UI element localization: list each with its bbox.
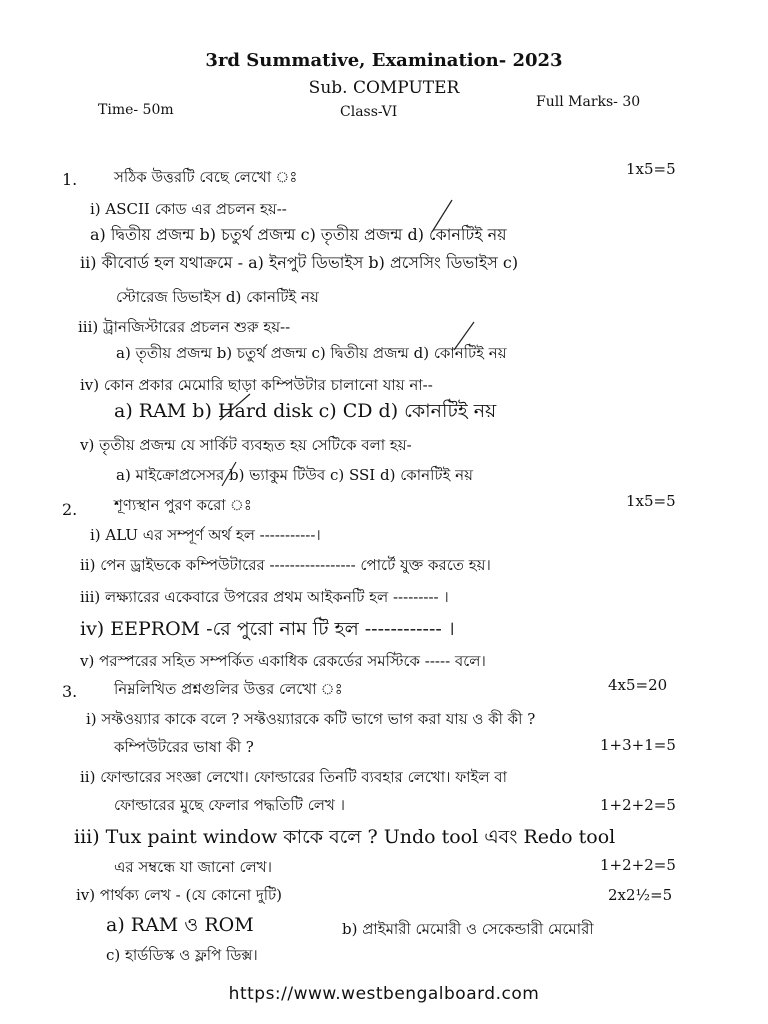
q3-iii-line1: iii) Tux paint window কাকে বলে ? Undo tool এবং Redo tool [74, 826, 616, 848]
q2-number: 2. [62, 500, 78, 519]
q2-marks: 1x5=5 [626, 492, 676, 510]
q3-iv-option-a: a) RAM ও ROM [106, 914, 254, 936]
q1-iii-options: a) তৃতীয় প্রজন্ম b) চতুর্থ প্রজন্ম c) দ্বিতীয় প্রজন্ম d) কোনটিই নয় [116, 344, 507, 362]
q3-i-line2: কম্পিউটরের ভাষা কী ? [114, 738, 254, 756]
q1-ii-question: ii) কীবোর্ড হল যথাক্রমে - a) ইনপুট ডিভাইস b) প্রসেসিং ডিভাইস c) [80, 253, 519, 272]
q2-iv: iv) EEPROM -রে পুরো নাম টি হল ------------ । [80, 618, 455, 640]
exam-time: Time- 50m [98, 102, 174, 118]
q3-iii-marks: 1+2+2=5 [600, 856, 676, 874]
q3-iii-line2: এর সম্বন্ধে যা জানো লেখ। [114, 858, 272, 876]
tick-mark-4 [222, 462, 236, 486]
q3-number: 3. [62, 682, 78, 701]
q2-ii: ii) পেন ড্রাইভকে কম্পিউটারের ----------------- পোর্টে যুক্ত করতে হয়। [80, 556, 491, 574]
q1-iv-options: a) RAM b) Hard disk c) CD d) কোনটিই নয় [114, 400, 497, 422]
tick-mark-3 [220, 394, 250, 420]
q2-v: v) পরস্পরের সহিত সম্পর্কিত একাধিক রেকর্ডের সমস্টিকে ----- বলে। [80, 652, 486, 670]
q3-i-line1: i) সফ্টওয়্যার কাকে বলে ? সফ্টওয়্যারকে কটি ভাগে ভাগ করা যায় ও কী কী ? [86, 710, 536, 728]
q3-ii-marks: 1+2+2=5 [600, 796, 676, 814]
q1-i-question: i) ASCII কোড এর প্রচলন হয়-- [90, 200, 287, 218]
q3-ii-line1: ii) ফোল্ডারের সংজ্ঞা লেখো। ফোল্ডারের তিনটি ব্যবহার লেখো। ফাইল বা [80, 768, 507, 786]
q3-instruction: নিম্নলিখিত প্রশ্নগুলির উত্তর লেখো ঃ [114, 680, 343, 698]
q1-i-options: a) দ্বিতীয় প্রজন্ম b) চতুর্থ প্রজন্ম c) তৃতীয় প্রজন্ম d) কোনটিই নয় [90, 225, 507, 244]
tick-mark-2 [454, 322, 474, 350]
q1-v-question: v) তৃতীয় প্রজন্ম যে সার্কিট ব্যবহৃত হয় সেটিকে বলা হয়- [80, 436, 412, 454]
q1-iii-question: iii) ট্রানজিস্টারের প্রচলন শুরু হয়-- [78, 318, 291, 336]
q3-iv-marks: 2x2½=5 [608, 886, 673, 904]
tick-mark-1 [432, 200, 452, 232]
q3-marks: 4x5=20 [608, 676, 668, 694]
exam-class: Class-VI [340, 104, 398, 120]
q3-iv-option-b: b) প্রাইমারী মেমোরী ও সেকেন্ডারী মেমোরী [342, 920, 594, 938]
q1-instruction: সঠিক উত্তরটি বেছে লেখো ঃ [114, 168, 298, 186]
q2-instruction: শূণ্যস্থান পুরণ করো ঃ [114, 496, 252, 514]
q1-ii-options: স্টোরেজ ডিভাইস d) কোনটিই নয় [116, 288, 319, 306]
q3-iv-line1: iv) পার্থক্য লেখ - (যে কোনো দুটি) [76, 886, 283, 904]
q1-marks: 1x5=5 [626, 160, 676, 178]
q3-iv-option-c: c) হার্ডডিস্ক ও ফ্লপি ডিক্স। [106, 946, 258, 964]
exam-full-marks: Full Marks- 30 [536, 94, 641, 110]
q1-number: 1. [62, 170, 78, 189]
q3-ii-line2: ফোল্ডারের মুছে ফেলার পদ্ধতিটি লেখ । [114, 796, 345, 814]
q1-iv-question: iv) কোন প্রকার মেমোরি ছাড়া কম্পিউটার চালানো যায় না-- [80, 376, 433, 394]
exam-title: 3rd Summative, Examination- 2023 [205, 50, 563, 71]
q3-i-marks: 1+3+1=5 [600, 736, 676, 754]
exam-subject: Sub. COMPUTER [308, 78, 460, 98]
q1-v-options: a) মাইক্রোপ্রসেসর b) ভ্যাকুম টিউব c) SSI d) কোনটিই নয় [116, 466, 473, 484]
q2-i: i) ALU এর সম্পূর্ণ অর্থ হল -----------। [90, 526, 321, 544]
footer-url: https://www.westbengalboard.com [228, 984, 540, 1004]
q2-iii: iii) লক্ষ্যারের একেবারে উপরের প্রথম আইকনটি হল --------- । [80, 588, 449, 606]
